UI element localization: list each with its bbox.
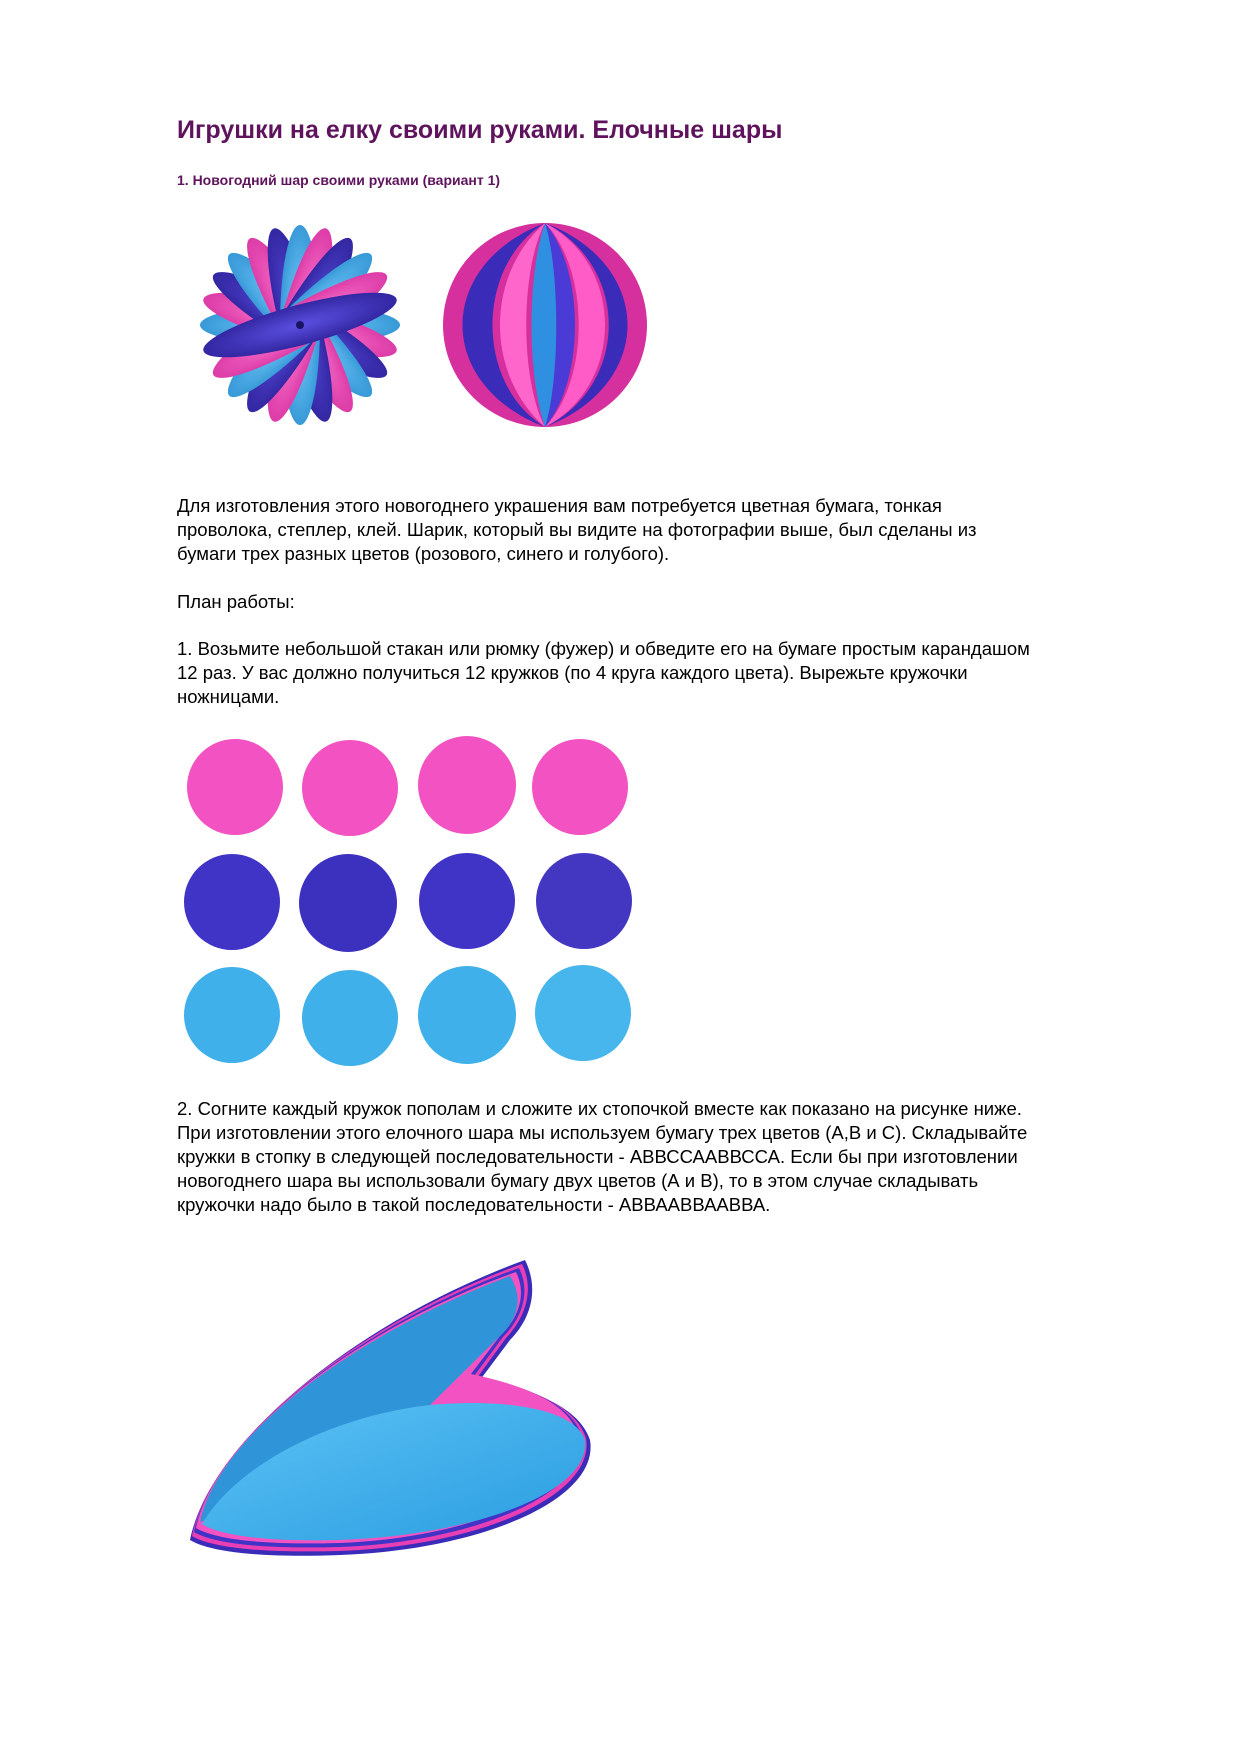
folded-stack-photo: [180, 1240, 660, 1580]
step-2-line-4: новогоднего шара вы использовали бумагу двух цветов (А и В), то в этом случае складывать: [177, 1170, 979, 1191]
closed-paper-ball: [443, 223, 647, 427]
step-2-line-5: кружочки надо было в такой последовательности - АВВААВВААВВА.: [177, 1194, 771, 1215]
plan-heading: План работы:: [177, 591, 295, 612]
intro-line-1: Для изготовления этого новогоднего украшения вам потребуется цветная бумага, тонкая: [177, 495, 942, 516]
intro-line-3: бумаги трех разных цветов (розового, синего и голубого).: [177, 543, 670, 564]
step-2-paragraph: [177, 1097, 1157, 1217]
open-paper-ball: [198, 223, 402, 427]
step-2-line-3: кружки в стопку в следующей последовательности - АВВССААВВССА. Если бы при изготовлении: [177, 1146, 1018, 1167]
paper-balls-photo: [180, 210, 660, 450]
intro-line-2: проволока, степлер, клей. Шарик, который вы видите на фотографии выше, был сделаны из: [177, 519, 977, 540]
step-2-line-2: При изготовлении этого елочного шара мы используем бумагу трех цветов (А,В и С). Складывайте: [177, 1122, 1028, 1143]
page-title: Игрушки на елку своими руками. Елочные шары: [177, 116, 783, 144]
row-blue-circles: [184, 853, 632, 952]
paper-circles-photo: [180, 735, 660, 1075]
step-2-line-1: 2. Согните каждый кружок пополам и сложите их стопочкой вместе как показано на рисунке ниже.: [177, 1098, 1022, 1119]
row-pink-circles: [187, 736, 628, 836]
step-1-line-3: ножницами.: [177, 686, 280, 707]
step-1-line-2: 12 раз. У вас должно получиться 12 кружков (по 4 круга каждого цвета). Вырежьте кружочки: [177, 662, 968, 683]
intro-paragraph: [177, 494, 1157, 566]
folded-circle-stack: [190, 1260, 591, 1556]
step-1-paragraph: [177, 637, 1157, 709]
step-1-line-1: 1. Возьмите небольшой стакан или рюмку (фужер) и обведите его на бумаге простым карандашом: [177, 638, 1030, 659]
row-light-blue-circles: [184, 965, 631, 1066]
section-subtitle: 1. Новогодний шар своими руками (вариант 1): [177, 172, 501, 188]
